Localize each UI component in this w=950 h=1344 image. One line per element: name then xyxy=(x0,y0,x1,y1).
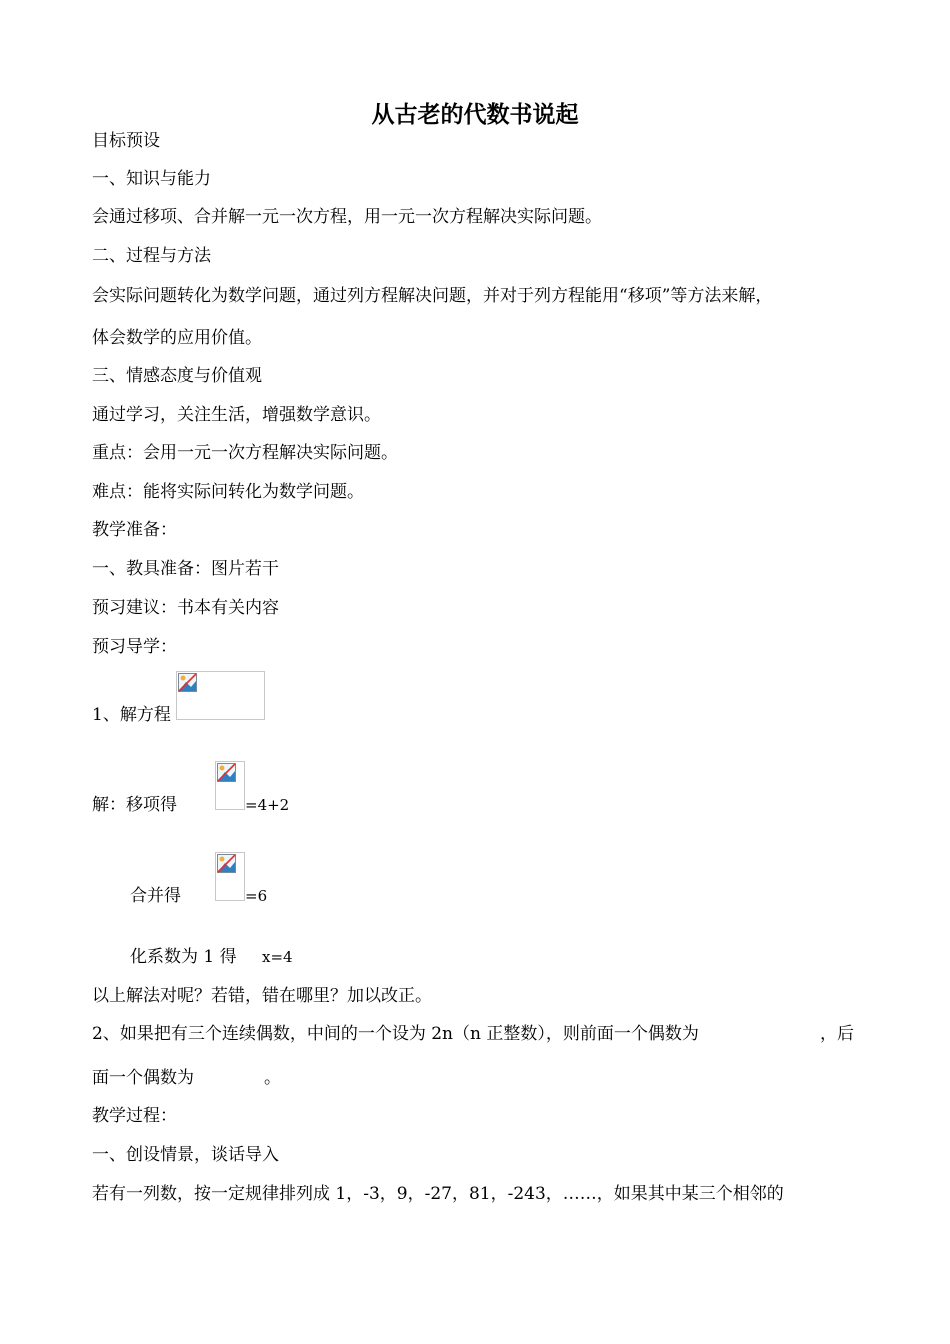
exercise1-step2-label: 合并得 xyxy=(130,886,181,906)
exercise1-step2-rhs: =6 xyxy=(245,887,268,905)
broken-image-icon xyxy=(217,763,236,782)
heading-process-method: 二、过程与方法 xyxy=(92,246,211,266)
exercise2-line2: 面一个偶数为 xyxy=(92,1068,194,1088)
heading-knowledge: 一、知识与能力 xyxy=(92,169,211,189)
text-process-method-1: 会实际问题转化为数学问题，通过列方程解决问题，并对于列方程能用“移项”等方法来解， xyxy=(92,286,773,306)
heading-preview-guide: 预习导学： xyxy=(92,637,177,657)
text-key-point: 重点：会用一元一次方程解决实际问题。 xyxy=(92,443,398,463)
heading-teaching-process: 教学过程： xyxy=(92,1106,177,1126)
step1-image xyxy=(215,761,245,810)
exercise1-prompt: 1、解方程 xyxy=(92,705,171,725)
heading-preparation: 教学准备： xyxy=(92,520,177,540)
broken-image-icon xyxy=(178,673,197,692)
exercise2-line1-end: ，后 xyxy=(820,1024,854,1044)
exercise1-step1-rhs: =4+2 xyxy=(245,796,290,814)
heading-values: 三、情感态度与价值观 xyxy=(92,366,262,386)
exercise1-step1-label: 解：移项得 xyxy=(92,795,177,815)
text-teaching-aids: 一、教具准备：图片若干 xyxy=(92,559,279,579)
exercise2-line1: 2、如果把有三个连续偶数，中间的一个设为 2n（n 正整数），则前面一个偶数为 xyxy=(92,1024,699,1044)
document-title: 从古老的代数书说起 xyxy=(371,102,579,128)
exercise2-line2-end: 。 xyxy=(264,1068,281,1088)
exercise1-step3-label: 化系数为 1 得 xyxy=(130,947,237,967)
exercise1-step3-result: x=4 xyxy=(262,948,293,966)
heading-scenario: 一、创设情景，谈话导入 xyxy=(92,1145,279,1165)
text-knowledge: 会通过移项、合并解一元一次方程，用一元一次方程解决实际问题。 xyxy=(92,207,602,227)
exercise1-question: 以上解法对呢？若错，错在哪里？加以改正。 xyxy=(92,986,432,1006)
text-process-method-2: 体会数学的应用价值。 xyxy=(92,328,262,348)
text-preview-suggestion: 预习建议：书本有关内容 xyxy=(92,598,279,618)
broken-image-icon xyxy=(217,854,236,873)
equation-image xyxy=(176,671,265,720)
text-values: 通过学习，关注生活，增强数学意识。 xyxy=(92,405,381,425)
step2-image xyxy=(215,852,245,901)
text-sequence: 若有一列数，按一定规律排列成 1，-3，9，-27，81，-243，……，如果其中某三个相邻的 xyxy=(92,1184,784,1204)
heading-goals: 目标预设 xyxy=(92,131,160,151)
text-difficult-point: 难点：能将实际问转化为数学问题。 xyxy=(92,482,364,502)
